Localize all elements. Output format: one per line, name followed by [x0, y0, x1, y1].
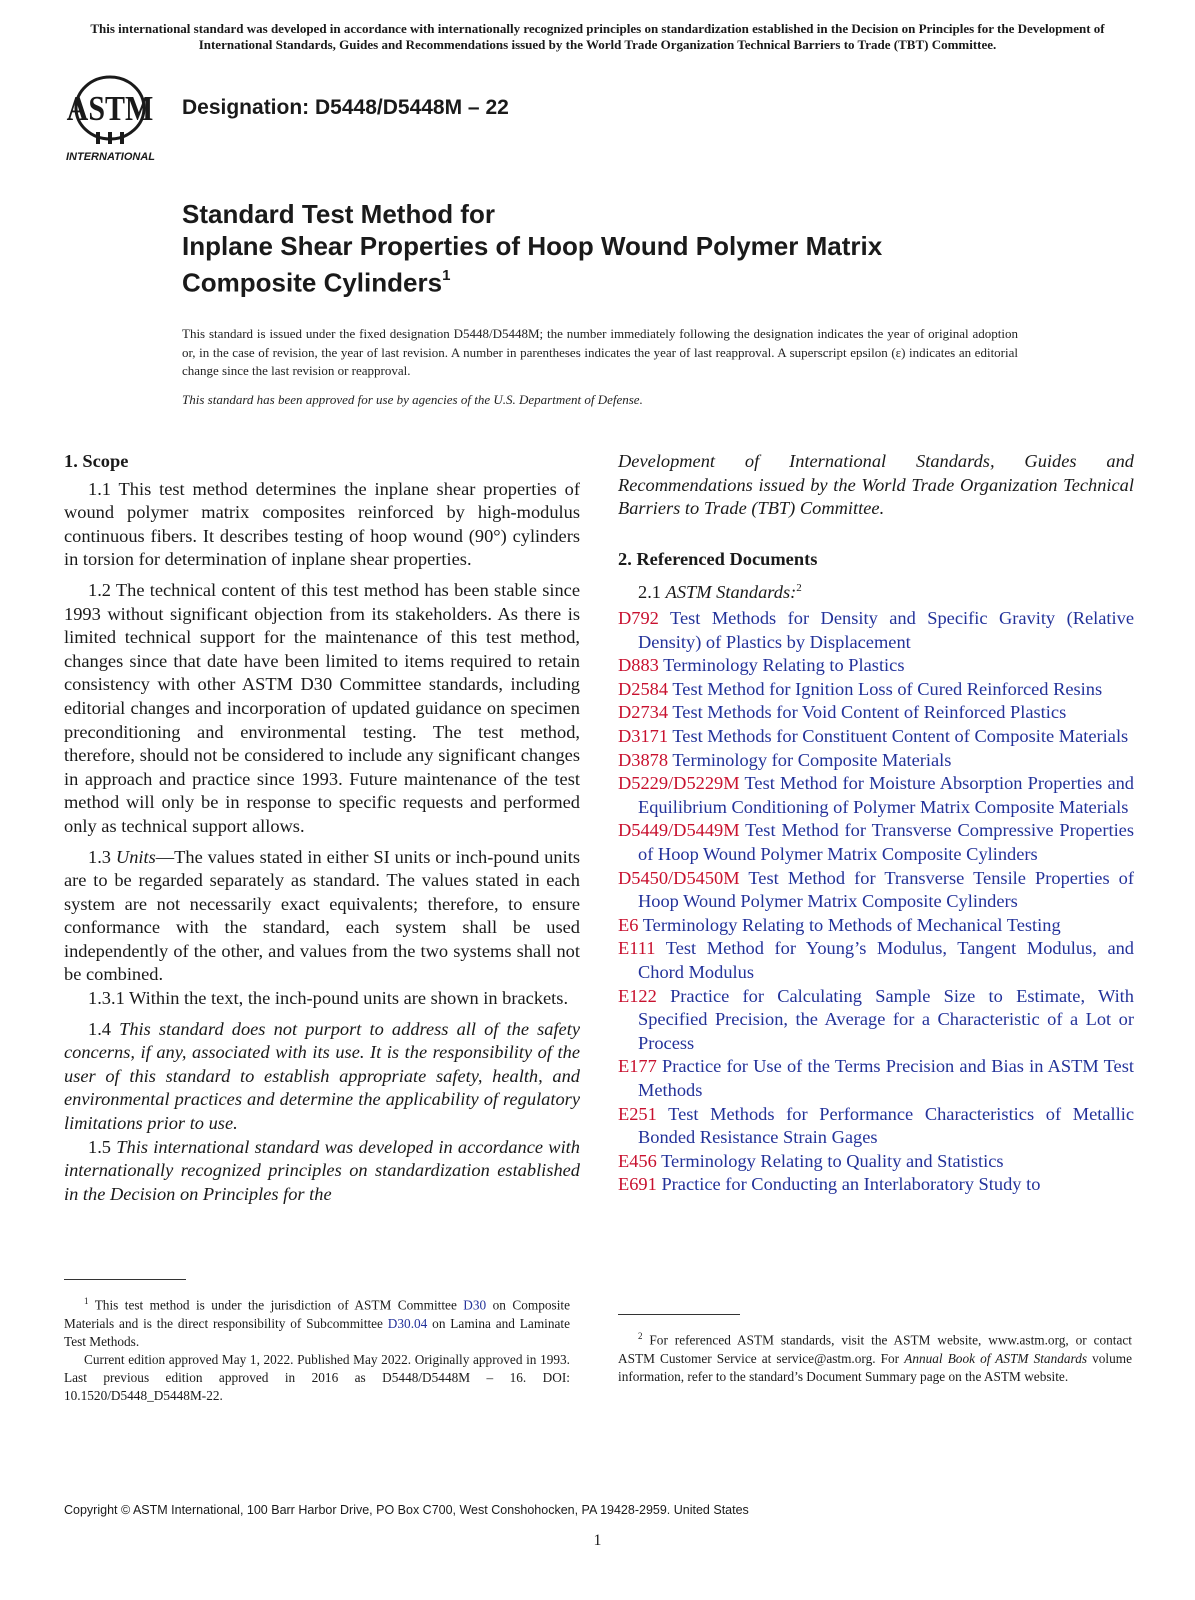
reference-code-link[interactable]: E122 [618, 985, 657, 1006]
paragraph-1-3: 1.3 Units—The values stated in either SI units or inch-pound units are to be regarded separately as standard. The values stated in each system are not necessarily exact equivalents; therefore, to ensure conformance with the standard, each system shall be used independently of the other, and values from the two systems shall not be combined. [64, 846, 580, 985]
issue-note: This standard is issued under the fixed designation D5448/D5448M; the number immediately following the designation indicates the year of original adoption or, in the case of revision, the year of last revision. A number in parentheses indicates the year of last reapproval. A superscript epsilon (ε) indicates an editorial change since the last revision or reapproval. [182, 326, 1018, 379]
reference-title-link[interactable]: Terminology Relating to Methods of Mechanical Testing [642, 914, 1061, 935]
reference-code-link[interactable]: E111 [618, 938, 656, 959]
subcommittee-d30-04-link[interactable]: D30.04 [387, 1315, 428, 1331]
reference-title-link[interactable]: Test Methods for Constituent Content of Composite Materials [672, 726, 1129, 747]
paragraph-1-4: 1.4 This standard does not purport to address all of the safety concerns, if any, associated with its use. It is the responsibility of the user of this standard to establish appropriate safety, health, and environmental practices and determine the applicability of regulatory limitations prior to use. [64, 1018, 580, 1134]
referenced-documents-list [618, 607, 1134, 1197]
title-line-3: Composite Cylinders$^1$ [182, 267, 451, 298]
reference-title-link[interactable]: Practice for Calculating Sample Size to Estimate, With Specified Precision, the Average for a Characteristic of a Lot or Process [638, 985, 1134, 1053]
reference-item [618, 725, 1134, 749]
reference-title-link[interactable]: Terminology Relating to Quality and Statistics [661, 1150, 1004, 1171]
reference-code-link[interactable]: E6 [618, 914, 639, 935]
reference-code-link[interactable]: E691 [618, 1174, 657, 1195]
title-footnote-mark: 1 [442, 267, 451, 284]
reference-title-link[interactable]: Test Method for Transverse Tensile Properties of Hoop Wound Polymer Matrix Composite Cylinders [638, 867, 1135, 912]
astm-logo [66, 74, 170, 164]
paragraph-1-1: 1.1 This test method determines the inplane shear properties of wound polymer matrix composites reinforced by high-modulus continuous fibers. It describes testing of hoop wound (90°) cylinders in torsion for determination of inplane shear properties. [64, 478, 580, 570]
reference-title-link[interactable]: Practice for Use of the Terms Precision and Bias in ASTM Test Methods [638, 1056, 1134, 1100]
reference-item [618, 1103, 1134, 1150]
reference-item [618, 607, 1134, 654]
reference-item [618, 1055, 1134, 1102]
reference-title-link[interactable]: Terminology Relating to Plastics [663, 655, 905, 676]
top-notice: This international standard was developed in accordance with internationally recognized principles on standardization established in the Decision on Principles for the Development of International Standards, Guides and Recommendations issued by the World Trade Organization Technical Barriers to Trade (TBT) Committee. [90, 21, 1105, 52]
reference-code-link[interactable]: D883 [618, 655, 659, 676]
footnote-2: $^2$ For referenced ASTM standards, visit the ASTM website, www.astm.org, or contact ASTM Customer Service at service@astm.org. For Annual Book of ASTM Standards volume information, refer to the standard’s Document Summary page on the ASTM website. [618, 1331, 1133, 1384]
paragraph-1-3-1: 1.3.1 Within the text, the inch-pound units are shown in brackets. [88, 988, 569, 1009]
reference-code-link[interactable]: D3171 [618, 726, 669, 747]
subsection-2-1: 2.1 ASTM Standards:$^2$ [638, 582, 802, 603]
astm-logo-icon [66, 74, 170, 164]
reference-title-link[interactable]: Test Method for Moisture Absorption Properties and Equilibrium Conditioning of Polymer Matrix Composite Materials [638, 773, 1134, 817]
reference-item [618, 867, 1134, 914]
document-title [182, 198, 1082, 299]
reference-item [618, 819, 1134, 866]
reference-code-link[interactable]: E456 [618, 1150, 657, 1171]
footnote-divider-right [618, 1314, 740, 1315]
reference-title-link[interactable]: Test Methods for Void Content of Reinforced Plastics [672, 702, 1067, 723]
footnote-1: $^1$ This test method is under the jurisdiction of ASTM Committee D30 on Composite Materials and is the direct responsibility of Subcommittee D30.04 on Lamina and Laminate Test Methods. Current edition approved May 1, 2022. Published May 2022. Originally approved in 1993. Last previous edition approved in 2016 as D5448/D5448M – 16. DOI: 10.1520/D5448_D5448M-22. [64, 1292, 570, 1406]
section-1-heading: 1. Scope [64, 451, 129, 471]
reference-item [618, 678, 1134, 702]
reference-code-link[interactable]: D2734 [618, 702, 669, 723]
reference-code-link[interactable]: E251 [618, 1103, 657, 1124]
title-line-1: Standard Test Method for [182, 199, 495, 229]
reference-code-link[interactable]: D5449/D5449M [618, 820, 740, 841]
reference-title-link[interactable]: Test Method for Transverse Compressive Properties of Hoop Wound Polymer Matrix Composite Cylinders [638, 820, 1134, 865]
section-2-heading: 2. Referenced Documents [618, 548, 818, 569]
reference-item [618, 914, 1134, 938]
dod-approval-note: This standard has been approved for use by agencies of the U.S. Department of Defense. [182, 392, 643, 407]
copyright-line: Copyright © ASTM International, 100 Barr Harbor Drive, PO Box C700, West Conshohocken, PA 19428-2959. United States [64, 1503, 749, 1517]
reference-code-link[interactable]: D3878 [618, 749, 669, 770]
footnote-divider-left [64, 1279, 186, 1280]
reference-title-link[interactable]: Test Method for Young’s Modulus, Tangent Modulus, and Chord Modulus [638, 938, 1134, 982]
page-number: 1 [593, 1532, 602, 1549]
committee-d30-link[interactable]: D30 [463, 1297, 487, 1313]
paragraph-1-5-continued: Development of International Standards, Guides and Recommendations issued by the World Trade Organization Technical Barriers to Trade (TBT) Committee. [618, 451, 1134, 519]
reference-item [618, 654, 1134, 678]
reference-code-link[interactable]: D5229/D5229M [618, 773, 740, 794]
left-column [64, 450, 580, 1206]
reference-code-link[interactable]: D5450/D5450M [618, 867, 740, 888]
reference-title-link[interactable]: Practice for Conducting an Interlaboratory Study to [661, 1174, 1041, 1195]
paragraph-1-2: 1.2 The technical content of this test method has been stable since 1993 without significant objection from its stakeholders. As there is limited technical support for the maintenance of this test method, changes since that date have been limited to items required to retain consistency with other ASTM D30 Committee standards, including editorial changes and incorporation of updated guidance on specimen preconditioning and environmental testing. The test method, therefore, should not be considered to include any significant changes in approach and practice since 1993. Future maintenance of the test method will only be in response to specific requests and performed only as technical support allows. [64, 579, 580, 836]
right-column [618, 450, 1134, 1197]
title-line-2: Inplane Shear Properties of Hoop Wound Polymer Matrix [182, 231, 883, 261]
reference-code-link[interactable]: D792 [618, 608, 659, 629]
reference-title-link[interactable]: Test Method for Ignition Loss of Cured Reinforced Resins [672, 678, 1103, 699]
reference-item [618, 749, 1134, 773]
reference-item [618, 1173, 1134, 1197]
reference-item [618, 1150, 1134, 1174]
reference-title-link[interactable]: Test Methods for Performance Characteristics of Metallic Bonded Resistance Strain Gages [638, 1103, 1134, 1148]
reference-item [618, 937, 1134, 984]
svg-text:ASTM: ASTM [66, 89, 154, 128]
reference-item [618, 701, 1134, 725]
footnote-1-edition: Current edition approved May 1, 2022. Published May 2022. Originally approved in 1993. Last previous edition approved in 2016 as D5448/D5448M – 16. DOI: 10.1520/D5448_D5448M-22. [64, 1352, 570, 1404]
logo-text: INTERNATIONAL [66, 151, 156, 163]
reference-code-link[interactable]: D2584 [618, 678, 669, 699]
reference-code-link[interactable]: E177 [618, 1056, 657, 1077]
reference-item [618, 985, 1134, 1056]
paragraph-1-5: 1.5 This international standard was developed in accordance with internationally recognized principles on standardization established in the Decision on Principles for the [64, 1136, 580, 1204]
reference-title-link[interactable]: Test Methods for Density and Specific Gravity (Relative Density) of Plastics by Displacement [638, 608, 1134, 652]
reference-item [618, 772, 1134, 819]
reference-title-link[interactable]: Terminology for Composite Materials [672, 749, 952, 770]
designation: Designation: D5448/D5448M – 22 [182, 96, 509, 119]
